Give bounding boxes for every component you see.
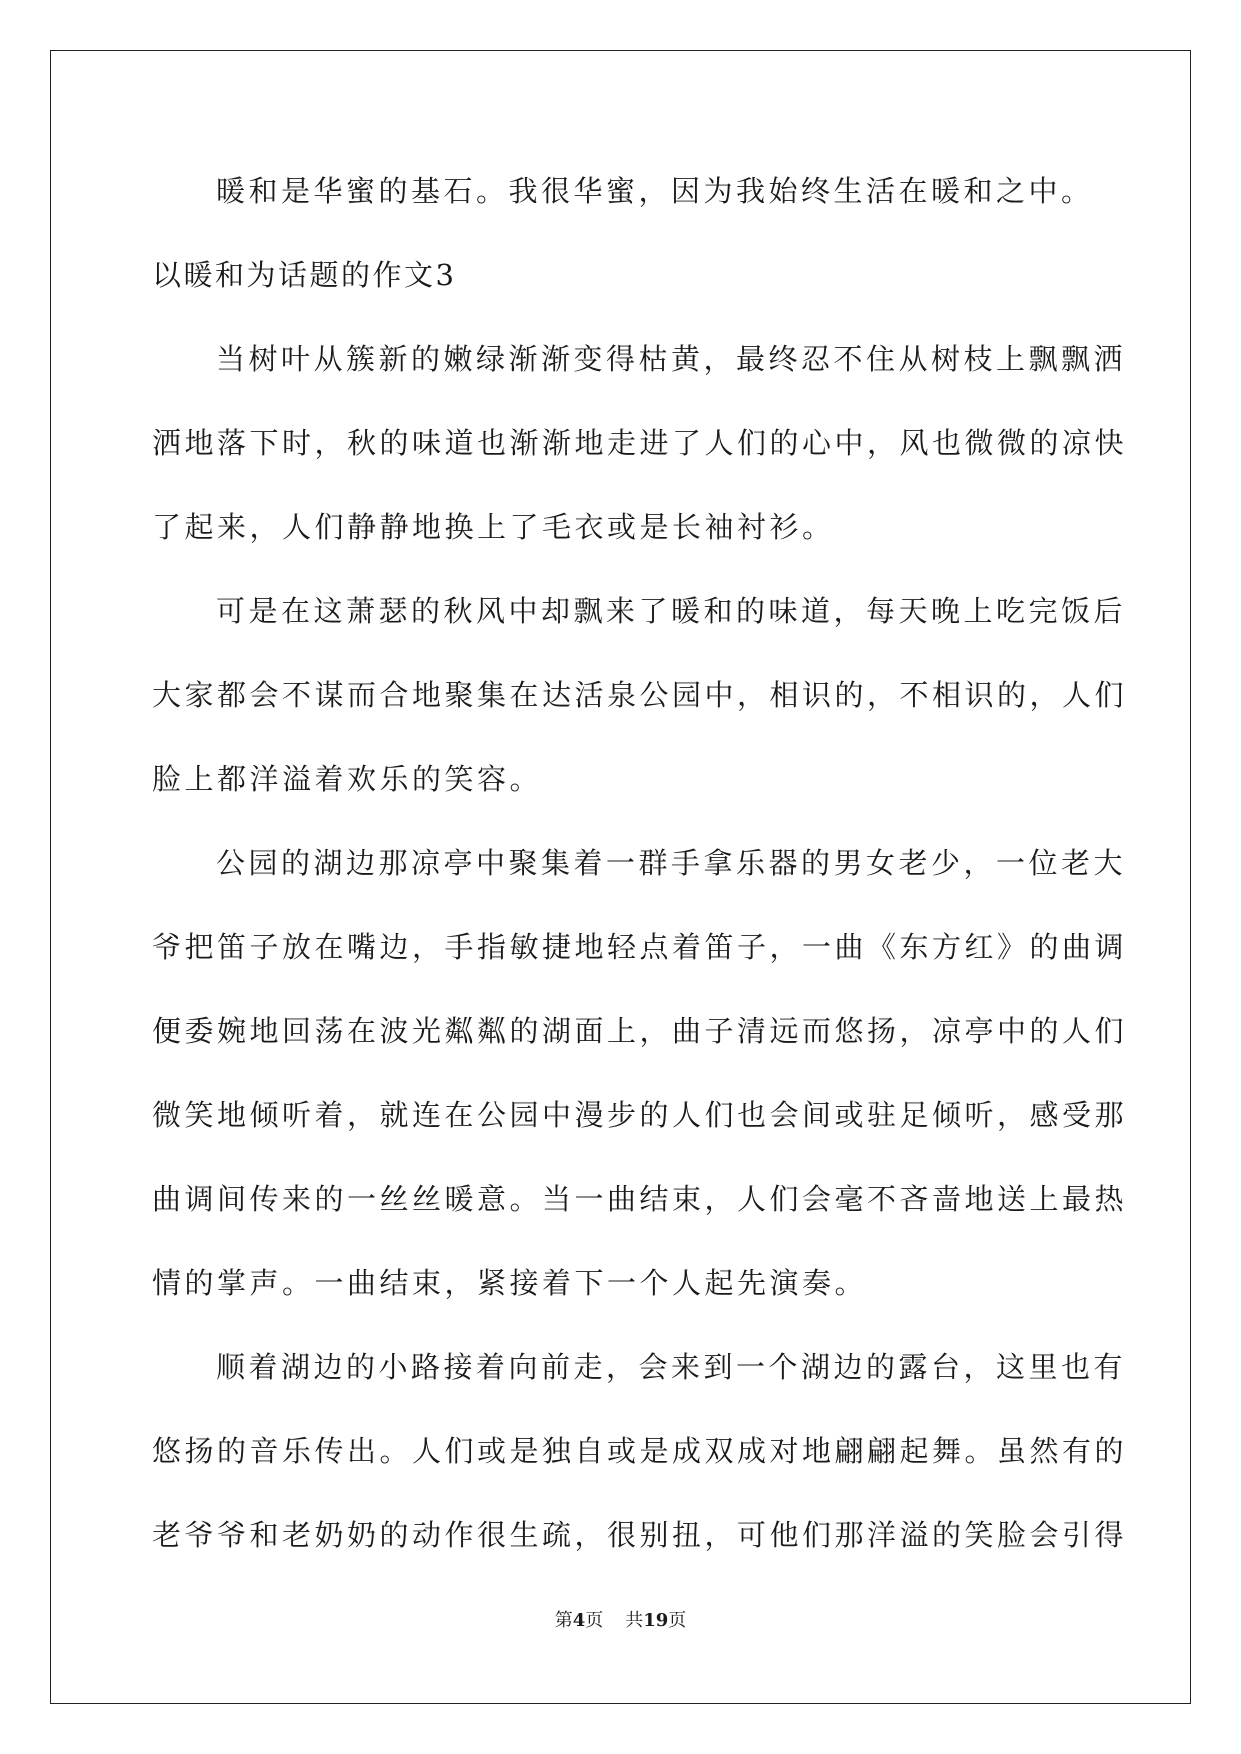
text-line: 情的掌声。一曲结束，紧接着下一个人起先演奏。 bbox=[152, 1266, 868, 1300]
page-footer bbox=[0, 1606, 1241, 1632]
text-line: 便委婉地回荡在波光粼粼的湖面上，曲子清远而悠扬，凉亭中的人们 bbox=[152, 1014, 1128, 1048]
page-suffix: 页 bbox=[585, 1610, 604, 1631]
total-pages: 19 bbox=[643, 1610, 669, 1631]
text-line: 公园的湖边那凉亭中聚集着一群手拿乐器的男女老少，一位老大 bbox=[216, 846, 1127, 880]
text-line: 老爷爷和老奶奶的动作很生疏，很别扭，可他们那洋溢的笑脸会引得 bbox=[152, 1518, 1128, 1552]
text-line: 爷把笛子放在嘴边，手指敏捷地轻点着笛子，一曲《东方红》的曲调 bbox=[152, 930, 1128, 964]
total-prefix: 共 bbox=[625, 1610, 644, 1631]
text-line: 顺着湖边的小路接着向前走，会来到一个湖边的露台，这里也有 bbox=[216, 1350, 1127, 1384]
text-line: 悠扬的音乐传出。人们或是独自或是成双成对地翩翩起舞。虽然有的 bbox=[152, 1434, 1128, 1468]
text-line: 微笑地倾听着，就连在公园中漫步的人们也会间或驻足倾听，感受那 bbox=[152, 1098, 1128, 1132]
text-line: 洒地落下时，秋的味道也渐渐地走进了人们的心中，风也微微的凉快 bbox=[152, 426, 1128, 460]
document-body bbox=[152, 165, 1128, 1593]
text-line: 暖和是华蜜的基石。我很华蜜，因为我始终生活在暖和之中。 bbox=[216, 174, 1094, 208]
page-number: 4 bbox=[572, 1610, 586, 1631]
text-line: 了起来，人们静静地换上了毛衣或是长袖衬衫。 bbox=[152, 510, 835, 544]
text-line: 脸上都洋溢着欢乐的笑容。 bbox=[152, 762, 543, 796]
page-prefix: 第 bbox=[554, 1610, 573, 1631]
text-line: 当树叶从簇新的嫩绿渐渐变得枯黄，最终忍不住从树枝上飘飘洒 bbox=[216, 342, 1127, 376]
text-line: 大家都会不谋而合地聚集在达活泉公园中，相识的，不相识的，人们 bbox=[152, 678, 1128, 712]
total-suffix: 页 bbox=[668, 1610, 687, 1631]
text-line: 可是在这萧瑟的秋风中却飘来了暖和的味道，每天晚上吃完饭后 bbox=[216, 594, 1127, 628]
text-line: 曲调间传来的一丝丝暖意。当一曲结束，人们会毫不吝啬地送上最热 bbox=[152, 1182, 1128, 1216]
section-heading: 以暖和为话题的作文3 bbox=[152, 258, 457, 292]
